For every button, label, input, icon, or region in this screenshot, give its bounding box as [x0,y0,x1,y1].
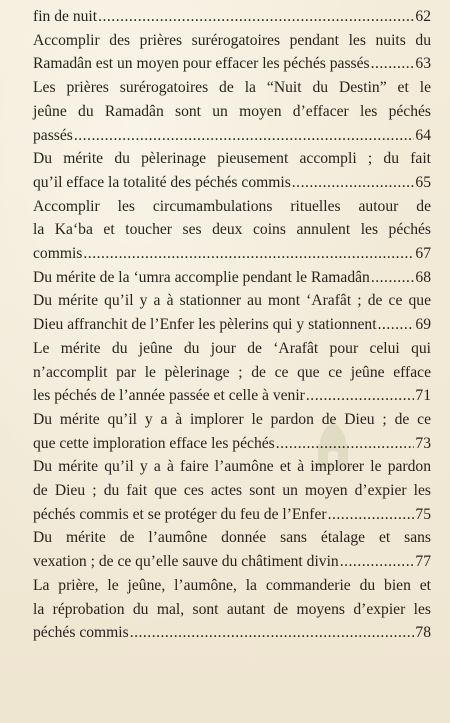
toc-entry[interactable] [33,455,431,526]
toc-entry-text: jeûne du Ramadân sont un moyen d’effacer les péchés [33,102,431,120]
toc-entry[interactable] [33,147,431,194]
toc-entry[interactable] [33,337,431,408]
toc-entry-text: passés [33,126,73,144]
toc-entry[interactable] [33,574,431,645]
toc-entry-text: n’accomplit par le pèlerinage ; de ce que ce jeûne efface [33,363,431,381]
toc-entry-text: Ramadân est un moyen pour effacer les péchés passés [33,55,370,73]
toc-page-number: 69 [415,316,431,334]
dot-leader [276,432,415,456]
toc-entry[interactable] [33,408,431,455]
toc-entry-text: vexation ; de ce qu’elle sauve du châtiment divin [33,553,339,571]
toc-page-number: 71 [415,387,431,405]
toc-entry-text: fin de nuit [33,8,98,25]
dot-leader [98,5,414,29]
toc-entry[interactable] [33,266,431,290]
toc-entry-text: Accomplir des prières surérogatoires pendant les nuits du [33,31,431,49]
toc-entry-text: commis [33,245,83,263]
toc-page-number: 73 [415,434,431,452]
toc-entry[interactable] [33,5,431,29]
toc-entry-text: Du mérite qu’il y a à implorer le pardon de Dieu ; de ce [33,410,431,428]
dot-leader [371,52,415,76]
toc-page-number: 77 [415,553,431,571]
toc-entry-text: Du mérite qu’il y a à faire l’aumône et à implorer le pardon [33,458,431,476]
toc-entry[interactable] [33,76,431,147]
toc-entry-text: de Dieu ; du fait que ces actes sont un moyen d’expier les [33,482,431,500]
toc-page-number: 64 [415,126,431,144]
toc-page-number: 63 [415,55,431,73]
dot-leader [340,550,415,574]
toc-entry-text: La prière, le jeûne, l’aumône, la commanderie du bien et [33,576,431,594]
toc-page-number: 68 [415,268,431,286]
toc-entry-text: Du mérite du pèlerinage pieusement accompli ; du fait [33,150,431,168]
dot-leader [292,171,415,195]
toc-page-number: 78 [415,624,431,642]
toc-entry-text: Dieu affranchit de l’Enfer les pèlerins qui y stationnent [33,316,377,334]
toc-entry-text: les péchés de l’année passée et celle à venir [33,387,305,405]
toc-entry-text: qu’il efface la totalité des péchés commis [33,173,291,191]
toc-entry-text: Le mérite du jeûne du jour de ‘Arafât pour celui qui [33,339,431,357]
toc-entry-text: Du mérite de l’aumône donnée sans étalage et sans [33,529,431,547]
toc-page-number: 67 [415,245,431,263]
toc-page-number: 75 [415,505,431,523]
dot-leader [83,242,414,266]
toc-entry[interactable] [33,29,431,76]
toc-entry-text: la Ka‘ba et toucher ses deux coins annulent les péchés [33,221,431,239]
dot-leader [306,384,415,408]
toc-page-number: 62 [415,8,431,25]
dot-leader [328,503,415,527]
toc-entry[interactable] [33,289,431,336]
toc-entry-text: Du mérite de la ‘umra accomplie pendant le Ramadân [33,268,370,286]
toc-entry-text: Les prières surérogatoires de la “Nuit du Destin” et le [33,79,431,97]
toc-entry-text: la réprobation du mal, sont autant de moyens d’expier les [33,600,431,618]
dot-leader [371,266,415,290]
toc-entry-text: que cette imploration efface les péchés [33,434,275,452]
toc-entry-text: péchés commis [33,624,129,642]
toc-entry-text: péchés commis et se protéger du feu de l’Enfer [33,505,327,523]
table-of-contents [33,5,431,645]
toc-entry[interactable] [33,526,431,573]
toc-page-number: 65 [415,173,431,191]
dot-leader [74,124,415,148]
toc-entry-text: Accomplir les circumambulations rituelles autour de [33,197,431,215]
toc-entry[interactable] [33,195,431,266]
dot-leader [378,313,415,337]
dot-leader [130,621,415,645]
toc-entry-text: Du mérite qu’il y a à stationner au mont ‘Arafât ; de ce que [33,292,431,310]
